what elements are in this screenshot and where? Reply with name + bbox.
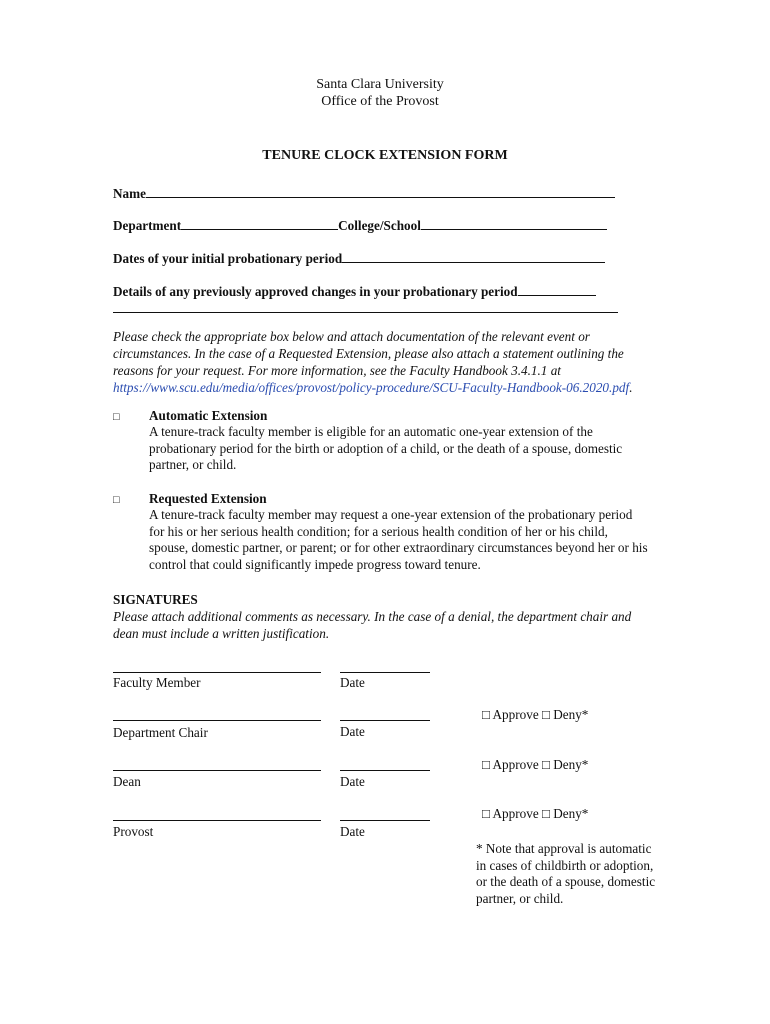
provost-date-label: Date [340, 824, 365, 839]
instructions [113, 328, 663, 396]
signatures-heading: SIGNATURES [113, 592, 198, 607]
university-name: Santa Clara University [316, 77, 444, 92]
form-title: TENURE CLOCK EXTENSION FORM [262, 148, 508, 163]
faculty-label: Faculty Member [113, 675, 201, 690]
requested-title: Requested Extension [149, 491, 267, 506]
chair-date-line[interactable] [340, 720, 430, 721]
name-row [113, 184, 615, 202]
dates-row [113, 249, 605, 267]
provost-date-line[interactable] [340, 820, 430, 821]
faculty-date-line[interactable] [340, 672, 430, 673]
link-suffix: . [629, 380, 633, 395]
automatic-checkbox[interactable]: □ [113, 411, 120, 423]
dean-decision[interactable]: □ Approve □ Deny* [482, 757, 589, 772]
department-row [113, 216, 607, 234]
name-label: Name [113, 186, 146, 201]
dates-label: Dates of your initial probationary period [113, 251, 343, 266]
details-label: Details of any previously approved changes in your probationary period [113, 284, 518, 299]
department-field[interactable] [181, 216, 338, 230]
chair-signature-line[interactable] [113, 720, 321, 721]
office-name: Office of the Provost [321, 94, 439, 109]
provost-signature-line[interactable] [113, 820, 321, 821]
dates-field[interactable] [342, 249, 605, 263]
dean-signature-line[interactable] [113, 770, 321, 771]
automatic-text: A tenure-track faculty member is eligible for an automatic one-year extension of the probationary period for the birth or adoption of a child, or the death of a spouse, domestic partner, or child. [149, 424, 623, 472]
faculty-date-label: Date [340, 675, 365, 690]
college-field[interactable] [421, 216, 607, 230]
requested-text: A tenure-track faculty member may request a one-year extension of the probationary period for his or her serious health condition; for a serious health condition of her or his child, spouse, domestic partner, or parent; or for other extraordinary circumstances beyond her or his control that could significantly impede progress toward tenure. [149, 507, 648, 572]
department-label: Department [113, 218, 182, 233]
approval-footnote: * Note that approval is automatic in cases of childbirth or adoption, or the death of a spouse, domestic partner, or child. [476, 841, 656, 906]
chair-date-label: Date [340, 724, 365, 739]
college-label: College/School [338, 218, 421, 233]
name-field[interactable] [146, 184, 615, 198]
details-row [113, 282, 596, 300]
requested-checkbox[interactable]: □ [113, 494, 120, 506]
chair-label: Department Chair [113, 725, 208, 740]
signatures-note: Please attach additional comments as necessary. In the case of a denial, the department chair and dean must include a written justification. [113, 609, 632, 641]
provost-label: Provost [113, 824, 154, 839]
dean-date-line[interactable] [340, 770, 430, 771]
handbook-link[interactable]: https://www.scu.edu/media/offices/provost/policy-procedure/SCU-Faculty-Handbook-06.2020.pdf [113, 380, 630, 395]
details-field[interactable] [518, 282, 596, 296]
instructions-text: Please check the appropriate box below and attach documentation of the relevant event or circumstances. In the case of a Requested Extension, please also attach a statement outlining the reasons for your request. For more information, see the Faculty Handbook 3.4.1.1 at [113, 329, 624, 378]
automatic-title: Automatic Extension [149, 408, 268, 423]
details-extra-line[interactable] [113, 312, 618, 313]
faculty-signature-line[interactable] [113, 672, 321, 673]
chair-decision[interactable]: □ Approve □ Deny* [482, 707, 589, 722]
dean-label: Dean [113, 774, 141, 789]
dean-date-label: Date [340, 774, 365, 789]
provost-decision[interactable]: □ Approve □ Deny* [482, 806, 589, 821]
